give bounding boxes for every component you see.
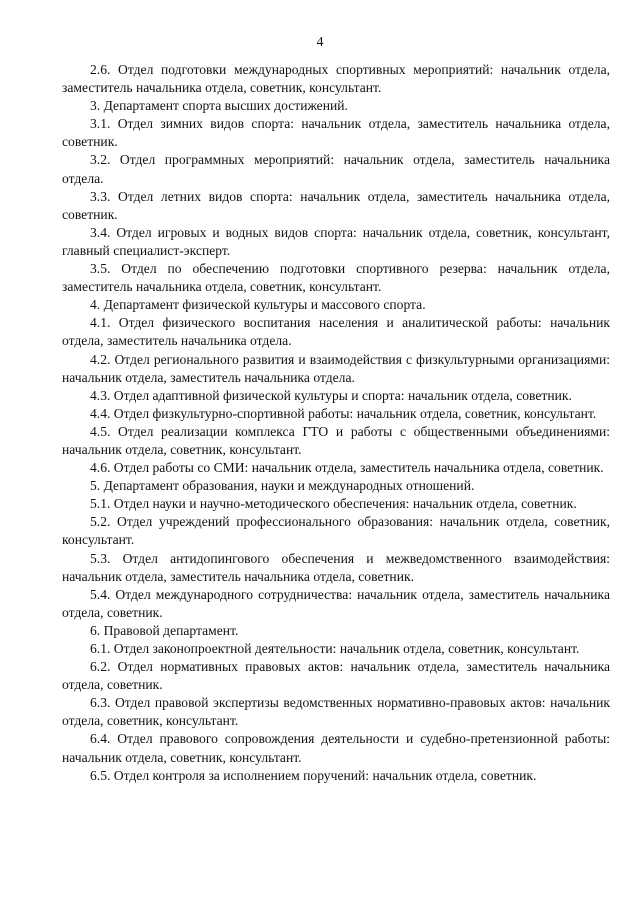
paragraph-5-3: 5.3. Отдел антидопингового обеспечения и межведомственного взаимодействия: начальник отдела, заместитель начальника отдела, советник.	[62, 550, 610, 584]
paragraph-2-6: 2.6. Отдел подготовки международных спортивных мероприятий: начальник отдела, заместитель начальника отдела, советник, консультант.	[62, 62, 610, 96]
paragraph-6-3: 6.3. Отдел правовой экспертизы ведомственных нормативно-правовых актов: начальник отдела, советник, консультант.	[62, 695, 610, 729]
paragraph-3-4: 3.4. Отдел игровых и водных видов спорта: начальник отдела, советник, консультант, главный специалист-эксперт.	[62, 224, 610, 258]
paragraph-6-1: 6.1. Отдел законопроектной деятельности: начальник отдела, советник, консультант.	[90, 641, 580, 656]
paragraph-6-4: 6.4. Отдел правового сопровождения деятельности и судебно-претензионной работы: начальник отдела, советник, консультант.	[62, 731, 610, 765]
paragraph-3-5: 3.5. Отдел по обеспечению подготовки спортивного резерва: начальник отдела, заместитель начальника отдела, советник, консультант.	[62, 261, 610, 295]
paragraph-3-3: 3.3. Отдел летних видов спорта: начальник отдела, заместитель начальника отдела, советник.	[62, 188, 610, 222]
paragraph-4-4: 4.4. Отдел физкультурно-спортивной работы: начальник отдела, советник, консультант.	[90, 405, 597, 421]
paragraph-4-2: 4.2. Отдел регионального развития и взаимодействия с физкультурными организациями: начальник отдела, заместитель начальника отдела.	[62, 351, 610, 385]
paragraph-4-3: 4.3. Отдел адаптивной физической культуры и спорта: начальник отдела, советник.	[90, 387, 572, 403]
paragraph-3-2: 3.2. Отдел программных мероприятий: начальник отдела, заместитель начальника отдела.	[62, 152, 610, 186]
paragraph-6-5: 6.5. Отдел контроля за исполнением поручений: начальник отдела, советник.	[90, 767, 537, 783]
paragraph-5-heading: 5. Департамент образования, науки и международных отношений.	[90, 478, 475, 494]
page-number: 4	[316, 35, 324, 50]
paragraph-5-2: 5.2. Отдел учреждений профессионального образования: начальник отдела, советник, консультант.	[62, 514, 610, 548]
paragraph-6-2: 6.2. Отдел нормативных правовых актов: начальник отдела, заместитель начальника отдела, советник.	[62, 659, 610, 693]
paragraph-3-heading: 3. Департамент спорта высших достижений.	[90, 98, 348, 114]
paragraph-5-1: 5.1. Отдел науки и научно-методического обеспечения: начальник отдела, советник.	[90, 496, 577, 512]
paragraph-5-4: 5.4. Отдел международного сотрудничества: начальник отдела, заместитель начальника отдела, советник.	[62, 586, 610, 620]
paragraph-6-heading: 6. Правовой департамент.	[90, 622, 239, 638]
paragraph-4-5: 4.5. Отдел реализации комплекса ГТО и работы с общественными объединениями: начальник отдела, советник, консультант.	[62, 423, 610, 457]
document-body	[62, 61, 610, 785]
paragraph-4-1: 4.1. Отдел физического воспитания населения и аналитической работы: начальник отдела, заместитель начальника отдела.	[62, 315, 610, 349]
paragraph-4-heading: 4. Департамент физической культуры и массового спорта.	[90, 297, 426, 313]
paragraph-3-1: 3.1. Отдел зимних видов спорта: начальник отдела, заместитель начальника отдела, советник.	[62, 116, 610, 150]
paragraph-4-6: 4.6. Отдел работы со СМИ: начальник отдела, заместитель начальника отдела, советник.	[90, 460, 604, 476]
